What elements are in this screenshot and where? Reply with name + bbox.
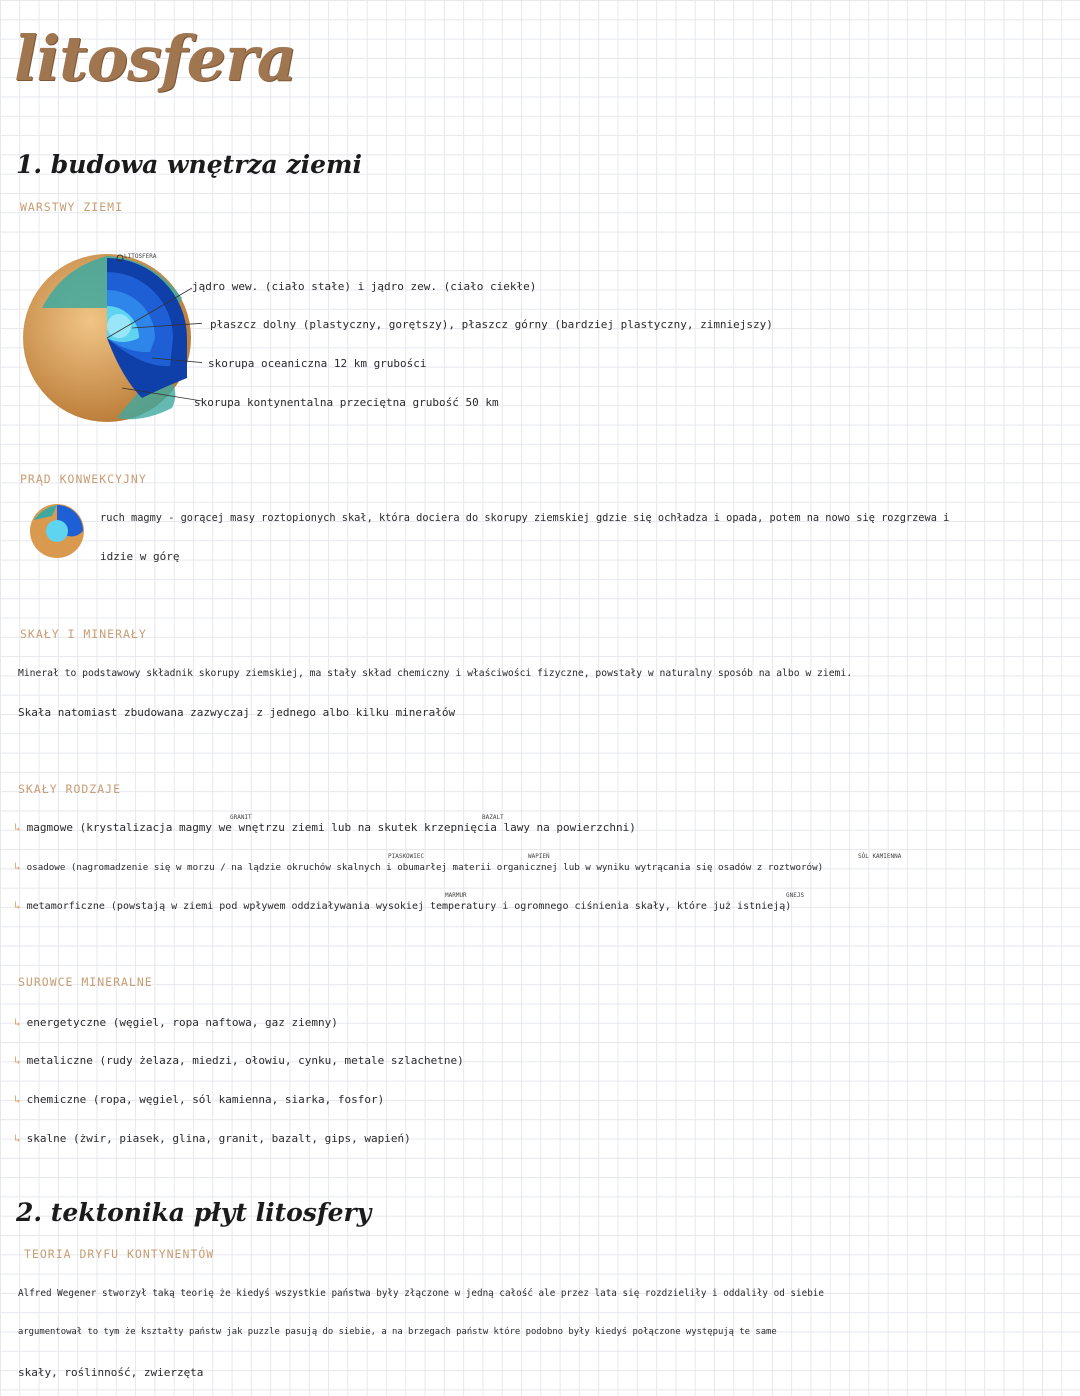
convection-text-line-2: idzie w górę [100,550,180,563]
arrow-bullet-icon: ↳ [14,899,21,912]
resources-subheading: SUROWCE MINERALNE [18,975,153,989]
layer-note-oceanic-crust: skorupa oceaniczna 12 km grubości [208,357,427,370]
resource-energy [14,1016,338,1029]
drift-text-line-3: skały, roślinność, zwierzęta [18,1366,204,1379]
section-2-heading: 2. tektonika płyt litosfery [16,1198,372,1227]
note-rock-salt: SÓL KAMIENNA [858,853,902,860]
arrow-bullet-icon: ↳ [14,860,21,873]
rocks-subheading: SKAŁY I MINERAŁY [20,627,147,641]
rocks-text-line-1: Minerał to podstawowy składnik skorupy ziemskiej, ma stały skład chemiczny i właściwości fizyczne, powstały w naturalny sposób na albo w ziemi. [18,668,853,679]
arrow-bullet-icon: ↳ [14,1093,21,1106]
arrow-bullet-icon: ↳ [14,1016,21,1029]
page-title: litosfera [14,22,296,95]
convection-subheading: PRĄD KONWEKCYJNY [20,472,147,486]
rock-type-igneous-text: magmowe (krystalizacja magmy we wnętrzu ziemi lub na skutek krzepnięcia lawy na powierzchni) [26,821,636,834]
arrow-bullet-icon: ↳ [14,821,21,834]
rock-type-sedimentary [14,860,823,873]
resource-energy-text: energetyczne (węgiel, ropa naftowa, gaz ziemny) [26,1016,338,1029]
arrow-bullet-icon: ↳ [14,1132,21,1145]
resource-chemical-text: chemiczne (ropa, węgiel, sól kamienna, siarka, fosfor) [26,1093,385,1106]
resource-metallic [14,1054,464,1067]
resource-metallic-text: metaliczne (rudy żelaza, miedzi, ołowiu, cynku, metale szlachetne) [26,1054,464,1067]
resource-chemical [14,1093,384,1106]
layer-note-mantle: płaszcz dolny (plastyczny, gorętszy), płaszcz górny (bardziej plastyczny, zimniejszy) [210,318,773,331]
drift-text-line-2: argumentował to tym że kształty państw jak puzzle pasują do siebie, a na brzegach państw które podobno były kiedyś połączone występują te same [18,1327,777,1337]
globe-tag-label: LITOSFERA [124,253,157,260]
note-gneiss: GNEJS [786,892,805,899]
small-globe-icon [28,502,86,560]
note-basalt: BAZALT [482,814,504,821]
rock-type-sedimentary-text: osadowe (nagromadzenie się w morzu / na lądzie okruchów skalnych i obumarłej materii organicznej lub w wyniku wytrącania się osadów z roztworów) [26,862,824,873]
globe-cutaway-icon [22,248,202,428]
section-1-heading: 1. budowa wnętrza ziemi [16,150,363,179]
layer-note-continental-crust: skorupa kontynentalna przeciętna grubość 50 km [194,396,499,409]
layers-subheading: WARSTWY ZIEMI [20,200,124,214]
arrow-bullet-icon: ↳ [14,1054,21,1067]
resource-rock-text: skalne (żwir, piasek, glina, granit, bazalt, gips, wapień) [26,1132,411,1145]
convection-text-line-1: ruch magmy - gorącej masy roztopionych skał, która dociera do skorupy ziemskiej gdzie się ochładza i opada, potem na nowo się rozgrzewa i [100,512,950,524]
note-marble: MARMUR [445,892,467,899]
note-granite: GRANIT [230,814,252,821]
note-sandstone: PIASKOWIEC [388,853,425,860]
drift-text-line-1: Alfred Wegener stworzył taką teorię że kiedyś wszystkie państwa były złączone w jedną całość ale przez lata się rozdzieliły i oddaliły od siebie [18,1288,824,1299]
layer-note-core: jądro wew. (ciało stałe) i jądro zew. (ciało ciekłe) [192,280,537,293]
resource-rock [14,1132,411,1145]
rock-type-metamorphic [14,899,791,912]
rock-types-subheading: SKAŁY RODZAJE [18,782,122,796]
rocks-text-line-2: Skała natomiast zbudowana zazwyczaj z jednego albo kilku minerałów [18,706,456,719]
rock-type-igneous [14,821,636,834]
drift-subheading: TEORIA DRYFU KONTYNENTÓW [24,1247,215,1261]
note-limestone: WAPIEŃ [528,853,550,860]
rock-type-metamorphic-text: metamorficzne (powstają w ziemi pod wpływem oddziaływania wysokiej temperatury i ogromnego ciśnienia skały, które już istnieją) [26,901,792,912]
